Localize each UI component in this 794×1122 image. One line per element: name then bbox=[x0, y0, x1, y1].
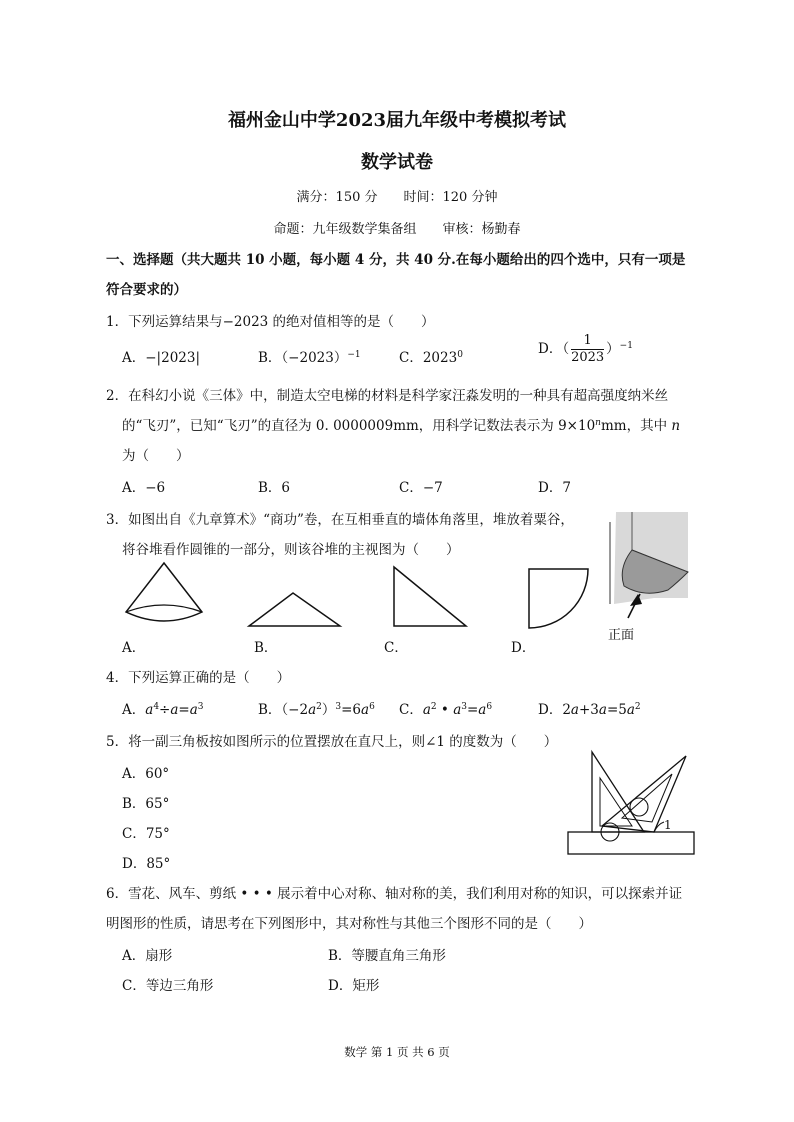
q5-stem: 5．将一副三角板按如图所示的位置摆放在直尺上，则∠1 的度数为（ ） bbox=[106, 734, 558, 750]
q4-stem: 4．下列运算正确的是（ ） bbox=[106, 670, 291, 686]
fraction-numerator: 1 bbox=[571, 333, 604, 350]
q2-line3: 为（ ） bbox=[122, 448, 190, 464]
authors-line: 命题：九年级数学集备组 审核：杨勤春 bbox=[273, 222, 521, 237]
q4-d-var: a bbox=[626, 702, 635, 718]
q1-option-c-base: C．2023 bbox=[399, 350, 458, 366]
q2-line2-post: mm，其中 bbox=[600, 418, 672, 434]
q4-a-var: a bbox=[145, 702, 154, 718]
q4-a-exp: 4 bbox=[153, 702, 160, 712]
q3-figure-d-quarter-circle bbox=[526, 566, 592, 632]
q3-option-c: C． bbox=[384, 640, 408, 656]
q4-a-op: ÷ bbox=[159, 702, 171, 718]
q4-a-eq: = bbox=[178, 702, 190, 718]
q4-c-var: a bbox=[422, 702, 431, 718]
q1-option-b-exp: −1 bbox=[347, 350, 361, 360]
q2-line2-exp: n bbox=[595, 418, 601, 428]
q4-d-var: a bbox=[570, 702, 579, 718]
q3-figure-label: 正面 bbox=[608, 628, 635, 643]
exam-subtitle: 数学试卷 bbox=[361, 152, 433, 173]
q5-option-a: A．60° bbox=[122, 766, 170, 782]
q3-figure-b-triangle bbox=[246, 590, 346, 630]
q4-b-prefix: B．（−2 bbox=[258, 702, 309, 718]
q4-b-eq: =6 bbox=[341, 702, 362, 718]
section-heading: 一、选择题（共大题共 10 小题，每小题 4 分，共 40 分.在每小题给出的四个选中，只有一项是 bbox=[106, 252, 686, 268]
q1-option-b-base: B．（−2023） bbox=[258, 350, 348, 366]
q3-option-a: A． bbox=[122, 640, 146, 656]
q4-c-eq: = bbox=[466, 702, 479, 718]
q4-c-prefix: C． bbox=[399, 702, 423, 718]
q1-option-c-exp: 0 bbox=[457, 350, 463, 360]
q2-option-d: D．7 bbox=[538, 480, 571, 496]
q3-option-b: B． bbox=[254, 640, 278, 656]
q5-angle-label: 1 bbox=[664, 818, 672, 832]
q5-option-b: B．65° bbox=[122, 796, 170, 812]
q5-set-squares-figure bbox=[566, 748, 696, 858]
q1-option-d-fraction bbox=[571, 333, 604, 366]
q6-option-d: D．矩形 bbox=[328, 978, 380, 994]
page-footer: 数学 第 1 页 共 6 页 bbox=[344, 1045, 450, 1059]
q6-line1: 6．雪花、风车、剪纸 • • • 展示着中心对称、轴对称的美，我们利用对称的知识，可以探索并证 bbox=[106, 886, 683, 902]
q2-line2 bbox=[122, 414, 680, 434]
q3-line2: 将谷堆看作圆锥的一部分，则该谷堆的主视图为（ ） bbox=[122, 542, 460, 558]
q4-c-var: a bbox=[453, 702, 462, 718]
q4-c-exp: 6 bbox=[486, 702, 493, 712]
q4-a-var: a bbox=[170, 702, 179, 718]
q2-line1: 2．在科幻小说《三体》中，制造太空电梯的材料是科学家汪淼发明的一种具有超高强度纳米丝 bbox=[106, 388, 669, 404]
q4-b-close: ） bbox=[321, 702, 336, 718]
score-time-line: 满分：150 分 时间：120 分钟 bbox=[296, 190, 498, 205]
q4-d-exp: 2 bbox=[634, 702, 641, 712]
q4-b-exp: 2 bbox=[316, 702, 322, 712]
q1-option-a: A．−|2023| bbox=[122, 350, 201, 366]
q4-a-prefix: A． bbox=[122, 702, 146, 718]
q4-b-exp: 3 bbox=[335, 702, 342, 712]
q6-option-a: A．扇形 bbox=[122, 948, 173, 964]
q5-option-d: D．85° bbox=[122, 856, 171, 872]
q4-b-var: a bbox=[308, 702, 317, 718]
q4-d-plus: +3 bbox=[578, 702, 599, 718]
q4-c-exp: 2 bbox=[430, 702, 437, 712]
q4-a-var: a bbox=[189, 702, 198, 718]
q4-option-b bbox=[258, 698, 375, 718]
q4-c-dot: • bbox=[436, 702, 454, 718]
q4-c-exp: 3 bbox=[461, 702, 467, 712]
q6-line2: 明图形的性质，请思考在下列图形中，其对称性与其他三个图形不同的是（ ） bbox=[106, 916, 592, 932]
q4-option-a bbox=[122, 698, 204, 718]
q4-a-exp: 3 bbox=[197, 702, 204, 712]
q2-option-b: B．6 bbox=[258, 480, 291, 496]
q1-option-b bbox=[258, 346, 361, 366]
q3-figure-c-right-triangle bbox=[390, 564, 470, 630]
q2-line2-var: n bbox=[671, 418, 681, 434]
q4-b-exp: 6 bbox=[369, 702, 375, 712]
q1-stem: 1．下列运算结果与−2023 的绝对值相等的是（ ） bbox=[106, 314, 435, 330]
q1-option-d bbox=[538, 333, 633, 366]
q4-option-c bbox=[399, 698, 492, 718]
q1-option-d-exp: −1 bbox=[619, 341, 633, 351]
q2-line2-pre: 的“飞刃”，已知“飞刃”的直径为 0. 0000009mm，用科学记数法表示为 9×10 bbox=[122, 418, 596, 434]
q3-line1: 3．如图出自《九章算术》“商功”卷，在互相垂直的墙体角落里，堆放着粟谷， bbox=[106, 512, 574, 528]
q6-option-c: C．等边三角形 bbox=[122, 978, 214, 994]
q4-d-var: a bbox=[598, 702, 607, 718]
section-heading-cont: 符合要求的） bbox=[106, 282, 187, 298]
q5-option-c: C．75° bbox=[122, 826, 170, 842]
q1-option-d-suffix: ） bbox=[606, 341, 620, 357]
q4-option-d bbox=[538, 698, 641, 718]
q2-option-a: A．−6 bbox=[122, 480, 166, 496]
q4-d-eq: =5 bbox=[606, 702, 627, 718]
q4-c-var: a bbox=[478, 702, 487, 718]
q4-d-prefix: D．2 bbox=[538, 702, 571, 718]
q6-option-b: B．等腰直角三角形 bbox=[328, 948, 446, 964]
q3-option-d: D． bbox=[511, 640, 536, 656]
q4-b-var: a bbox=[361, 702, 370, 718]
q2-option-c: C．−7 bbox=[399, 480, 443, 496]
fraction-denominator: 2023 bbox=[571, 350, 605, 365]
q3-figure-a-sector bbox=[120, 560, 210, 630]
q1-option-c bbox=[399, 346, 463, 366]
q1-option-d-prefix: D．（ bbox=[538, 341, 570, 357]
exam-title: 福州金山中学2023届九年级中考模拟考试 bbox=[227, 110, 567, 131]
